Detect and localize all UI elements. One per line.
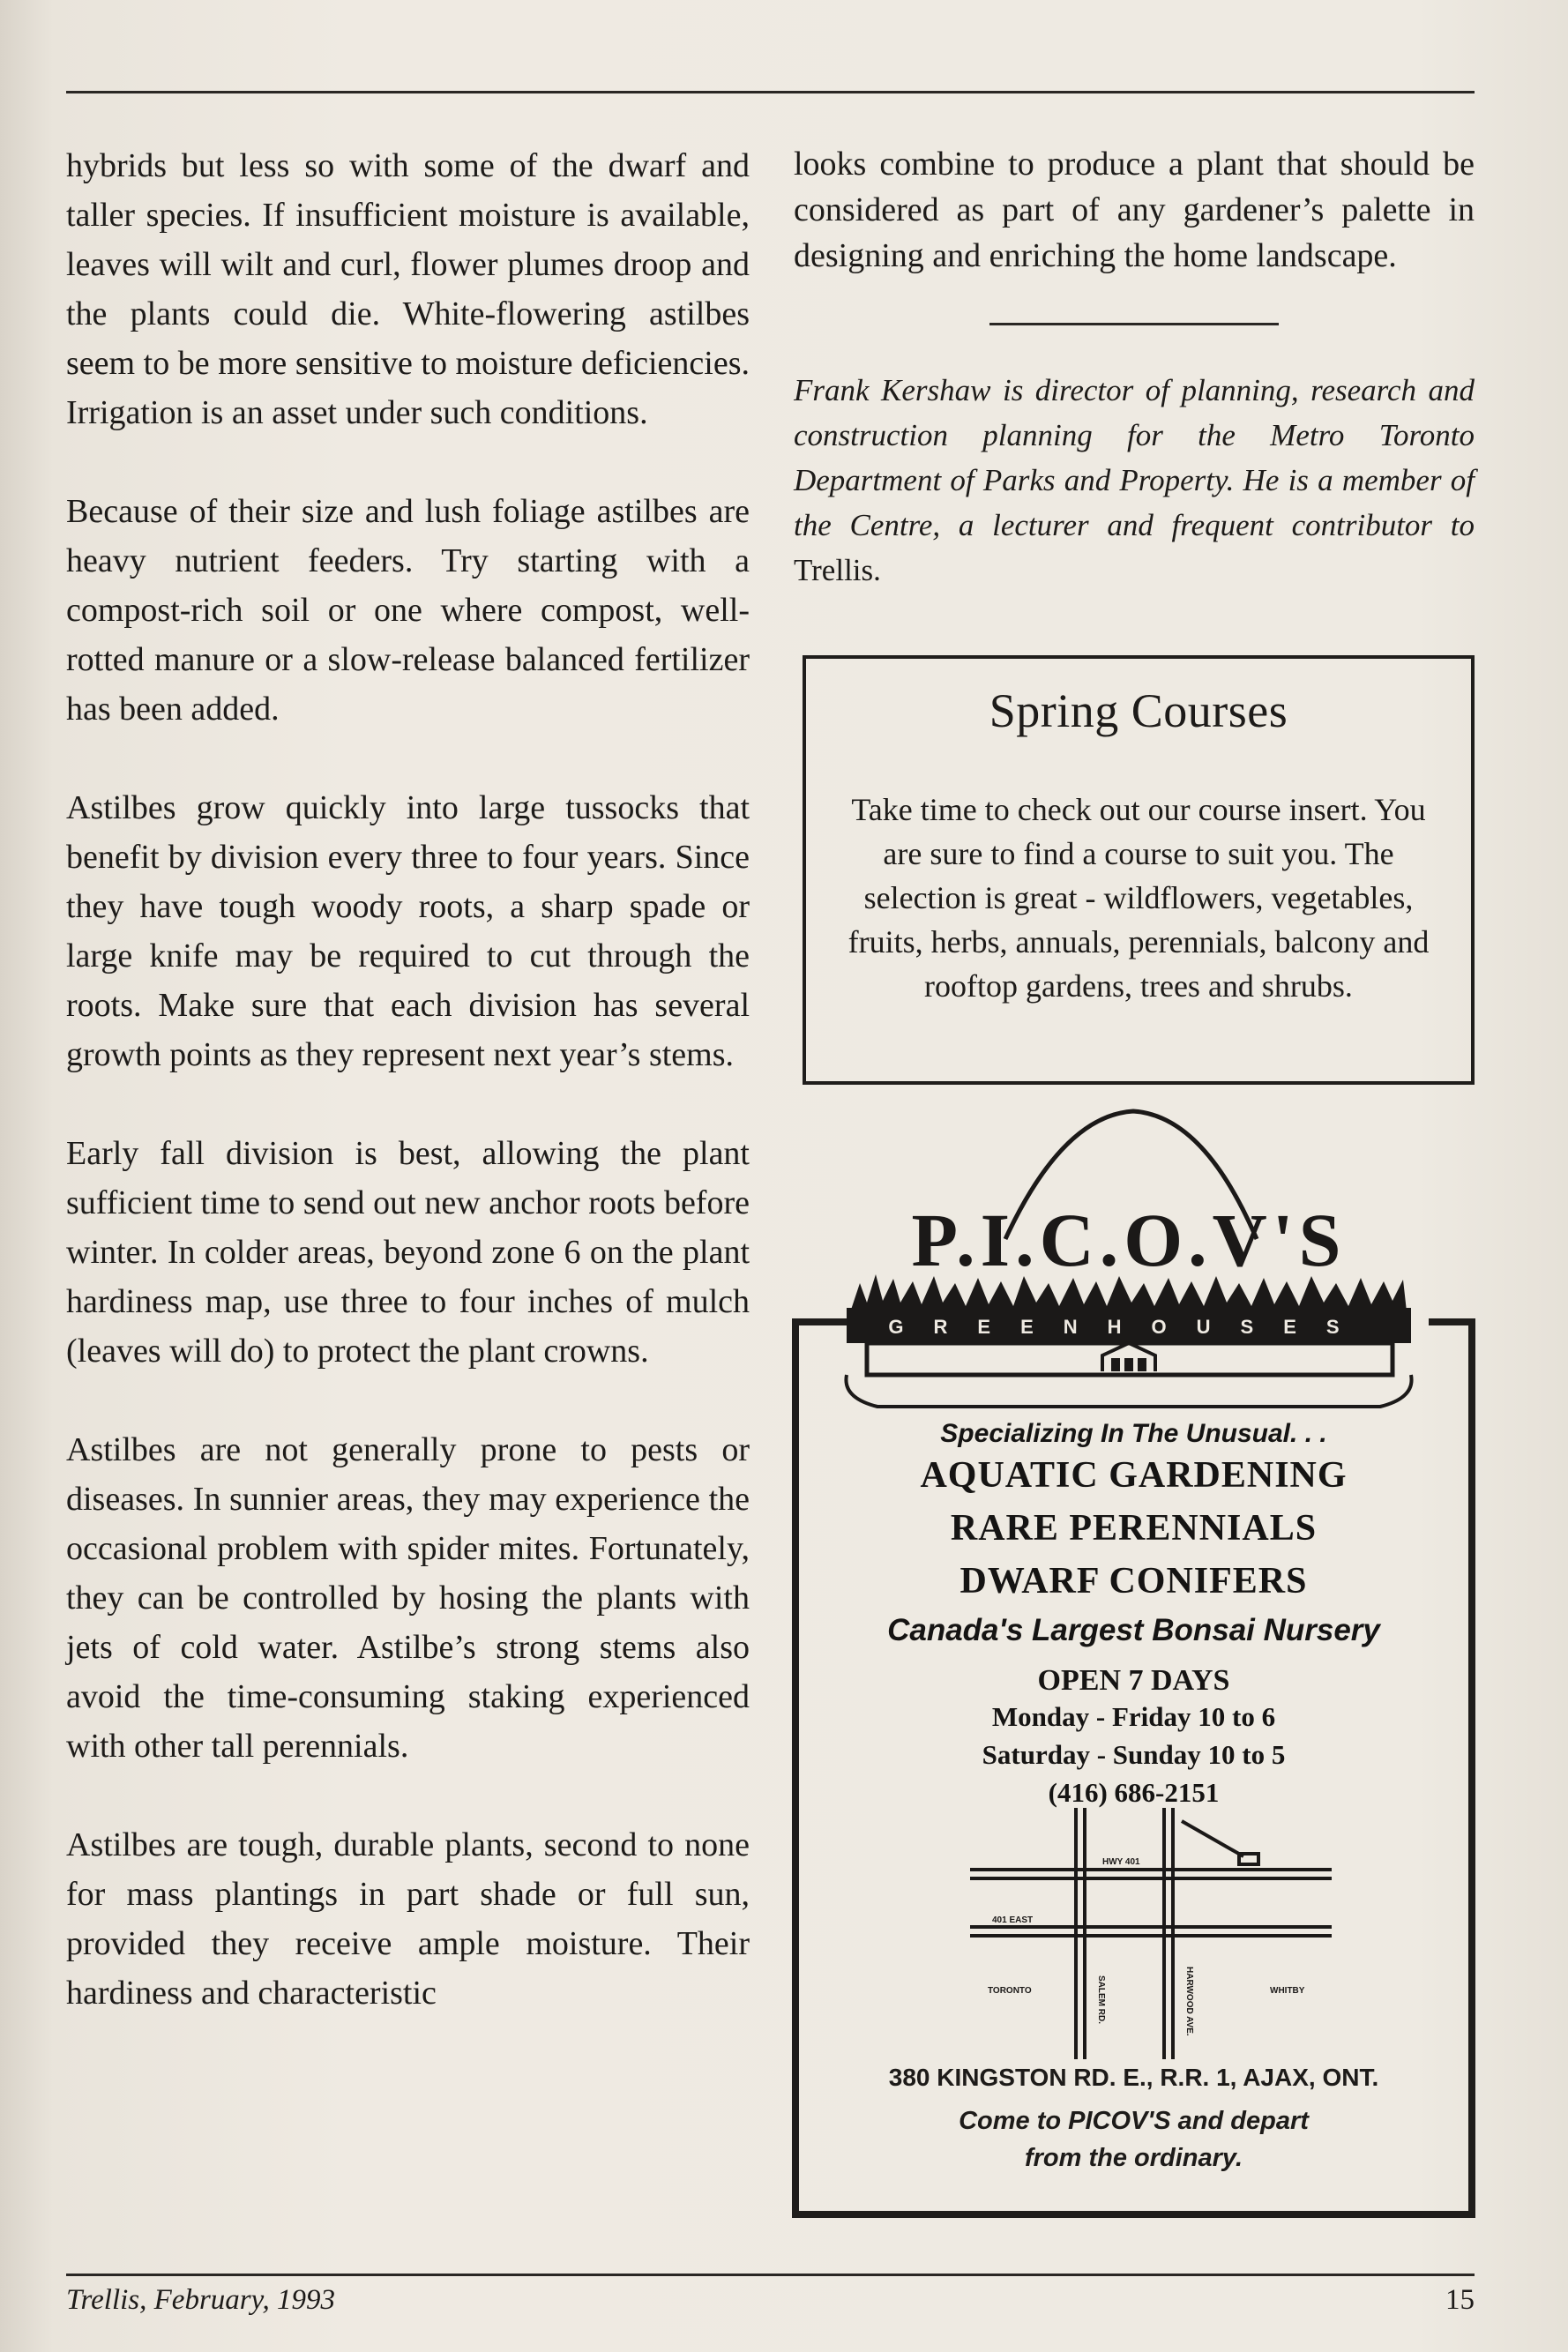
ad-text <box>799 1415 1468 1811</box>
page-number: 15 <box>1445 2284 1475 2316</box>
greenhouse-icon <box>1102 1343 1155 1371</box>
magazine-name: Trellis. <box>794 553 881 587</box>
logo-name: P.I.C.O.V'S <box>911 1198 1347 1282</box>
ad-line: DWARF CONIFERS <box>959 1561 1308 1602</box>
ad-hours: Monday - Friday 10 to 6 <box>991 1701 1276 1732</box>
right-column <box>794 141 1475 593</box>
ad-hours: Saturday - Sunday 10 to 5 <box>982 1739 1286 1770</box>
map-label: SALEM RD. <box>1096 1975 1106 2024</box>
map-label: TORONTO <box>988 1986 1032 1996</box>
ad-slogan-line: Come to PICOV'S and depart <box>959 2107 1309 2135</box>
paragraph: hybrids but less so with some of the dwarf and taller species. If insufficient moisture is available, leaves will wilt and curl, flower plumes droop and the plants could die. White-flowering astilbes seem to be more sensitive to moisture deficiencies. Irrigation is an asset under such conditions. <box>66 147 750 431</box>
ad-slogan-line: from the ordinary. <box>1024 2144 1243 2172</box>
spring-courses-title: Spring Courses <box>989 684 1288 737</box>
paragraph: Astilbes are not generally prone to pests or diseases. In sunnier areas, they may experience the occasional problem with spider mites. Fortunately, they can be controlled by hosing the plants with jets of cold water. Astilbe’s strong stems also avoid the time-consuming staking experienced with other tall perennials. <box>66 1431 750 1765</box>
ad-frame-top-right <box>1429 1318 1475 1325</box>
paragraph: Astilbes are tough, durable plants, second to none for mass plantings in part shade or full sun, provided they receive ample moisture. Their hardiness and characteristic <box>66 1826 750 2012</box>
author-bio <box>794 368 1475 593</box>
author-bio-text: Frank Kershaw is director of planning, research and construction planning for the Metro Toronto Department of Parks and Property. He is a member of the Centre, a lecturer and frequent contributor to <box>794 373 1475 542</box>
ad-line: RARE PERENNIALS <box>950 1508 1318 1549</box>
continuation-paragraph: looks combine to produce a plant that should be considered as part of any gardener’s palette in designing and enriching the home landscape. <box>794 146 1475 274</box>
bottom-rule <box>66 2274 1475 2276</box>
picovs-logo <box>842 1107 1415 1411</box>
ad-address: 380 KINGSTON RD. E., R.R. 1, AJAX, ONT. <box>888 2064 1379 2091</box>
paragraph: Astilbes grow quickly into large tussocks that benefit by division every three to four years. Since they have tough woody roots, a sharp spade or large knife may be required to cut through the roots. Make sure that each division has several growth points as they represent next year’s stems. <box>66 789 750 1073</box>
top-rule <box>66 91 1475 93</box>
ad-specializing: Specializing In The Unusual. . . <box>940 1419 1327 1448</box>
paragraph: Because of their size and lush foliage astilbes are heavy nutrient feeders. Try starting with a compost-rich soil or one where compost, well-rotted manure or a slow-release balanced fertilizer has been added. <box>66 493 750 728</box>
ad-line: AQUATIC GARDENING <box>920 1455 1348 1496</box>
left-column <box>66 141 750 2067</box>
map-label: WHITBY <box>1270 1986 1305 1996</box>
ad-slogan <box>799 2102 1468 2177</box>
divider <box>989 323 1279 325</box>
footer-publication: Trellis, February, 1993 <box>66 2284 335 2316</box>
ad-bonsai: Canada's Largest Bonsai Nursery <box>887 1613 1380 1647</box>
logo-sub: GREENHOUSES <box>888 1316 1370 1338</box>
ad-phone: (416) 686-2151 <box>1048 1777 1220 1808</box>
spring-courses-box <box>803 655 1475 1085</box>
map-label: 401 EAST <box>992 1915 1034 1925</box>
logo-underline <box>846 1375 1411 1407</box>
ad-open: OPEN 7 DAYS <box>1037 1664 1230 1697</box>
spring-courses-body: Take time to check out our course insert. You are sure to find a course to suit you. The selection is great - wildflowers, vegetables, fruits, herbs, annuals, perennials, balcony and rooftop gardens, trees and shrubs. <box>847 792 1430 1004</box>
location-map <box>961 1799 1349 2064</box>
paragraph: Early fall division is best, allowing the plant sufficient time to send out new anchor roots before winter. In colder areas, beyond zone 6 on the plant hardiness map, use three to four inches of mulch (leaves will do) to protect the plant crowns. <box>66 1135 750 1370</box>
map-label: HWY 401 <box>1102 1857 1140 1867</box>
map-label: HARWOOD AVE. <box>1184 1967 1194 2036</box>
